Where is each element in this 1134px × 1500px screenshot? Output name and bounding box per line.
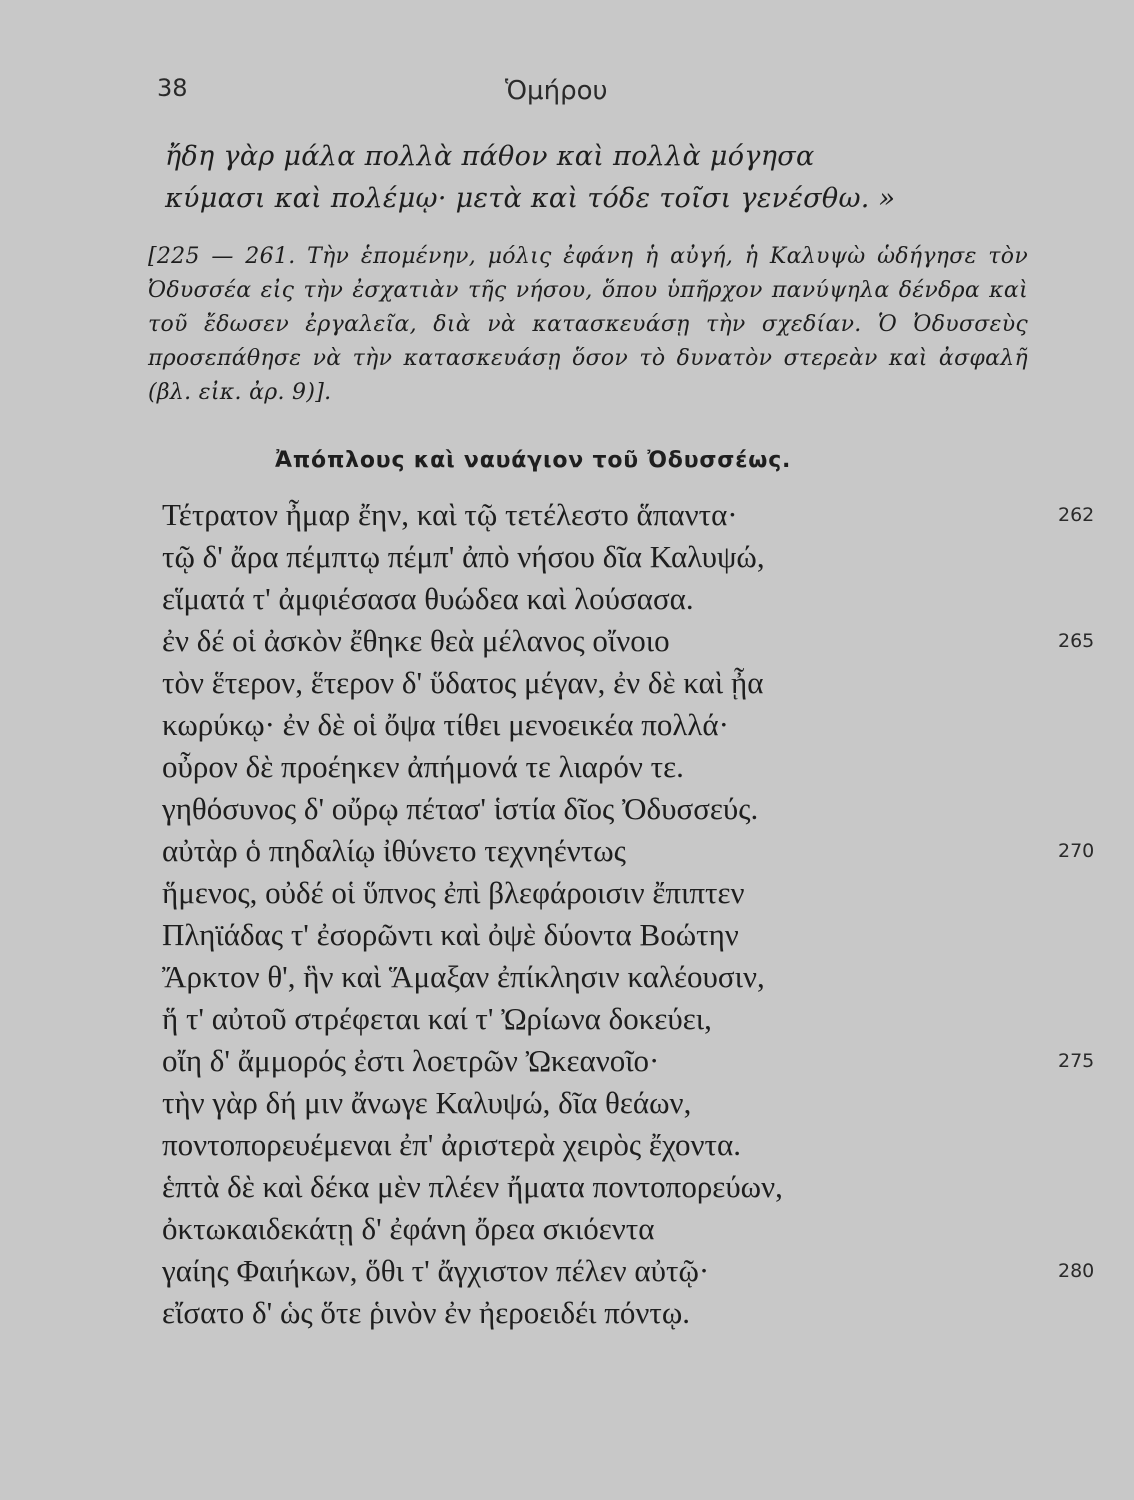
- verse-line: [162, 830, 1112, 872]
- verse-line: [162, 494, 1112, 536]
- summary-paragraph: [225 — 261. Τὴν ἑπομένην, μόλις ἐφάνη ἡ αὐγή, ἡ Καλυψὼ ὡδήγησε τὸν Ὀδυσσέα εἰς τὴν ἐσχατιὰν τῆς νήσου, ὅπου ὑπῆρχον πανύψηλα δένδρα καὶ τοῦ ἔδωσεν ἐργαλεῖα, διὰ νὰ κατασκευάσῃ τὴν σχεδίαν. Ὁ Ὀδυσσεὺς προσεπάθησε νὰ τὴν κατασκευάσῃ ὅσον τὸ δυνατὸν στερεὰν καὶ ἀσφαλῆ (βλ. εἰκ. ἀρ. 9)].: [148, 244, 1028, 405]
- previous-verses: [165, 136, 1065, 220]
- verse-text: Τέτρατον ἦμαρ ἔην, καὶ τῷ τετέλεστο ἅπαντα·: [162, 497, 738, 532]
- verse-text: ἐν δέ οἱ ἀσκὸν ἔθηκε θεὰ μέλανος οἴνοιο: [162, 623, 670, 658]
- running-head: Ὁμήρου: [505, 76, 608, 106]
- verse-text: τὸν ἕτερον, ἕτερον δ' ὕδατος μέγαν, ἐν δὲ καὶ ᾖα: [162, 665, 764, 700]
- line-number: 262: [1058, 504, 1095, 526]
- verse-line: [162, 998, 1112, 1040]
- section-heading: Ἀπόπλους καὶ ναυάγιον τοῦ Ὀδυσσέως.: [275, 448, 792, 473]
- verse-text: εἵματά τ' ἀμφιέσασα θυώδεα καὶ λούσασα.: [162, 581, 694, 616]
- verse-text: τῷ δ' ἄρα πέμπτῳ πέμπ' ἀπὸ νήσου δῖα Καλυψώ,: [162, 539, 765, 574]
- verse-text: γηθόσυνος δ' οὔρῳ πέτασ' ἱστία δῖος Ὀδυσσεύς.: [162, 791, 759, 826]
- verse-text: ἑπτὰ δὲ καὶ δέκα μὲν πλέεν ἤματα ποντοπορεύων,: [162, 1169, 783, 1204]
- verse-line: [162, 956, 1112, 998]
- verse-text: κωρύκῳ· ἐν δὲ οἱ ὄψα τίθει μενοεικέα πολλά·: [162, 707, 729, 742]
- verse-line: [162, 536, 1112, 578]
- line-number: 265: [1058, 630, 1095, 652]
- verse-line: [162, 620, 1112, 662]
- verse-line: κύμασι καὶ πολέμῳ· μετὰ καὶ τόδε τοῖσι γενέσθω. »: [165, 183, 896, 214]
- verse-line: [162, 1082, 1112, 1124]
- verse-line: [162, 578, 1112, 620]
- verse-text: εἴσατο δ' ὡς ὅτε ῥινὸν ἐν ἠεροειδέι πόντῳ.: [162, 1295, 691, 1330]
- verse-line: [162, 746, 1112, 788]
- verse-line: [162, 1124, 1112, 1166]
- verse-line: [162, 1166, 1112, 1208]
- verse-text: γαίης Φαιήκων, ὅθι τ' ἄγχιστον πέλεν αὐτῷ·: [162, 1253, 710, 1288]
- verse-line: [162, 788, 1112, 830]
- verse-text: ποντοπορευέμεναι ἐπ' ἀριστερὰ χειρὸς ἔχοντα.: [162, 1127, 741, 1162]
- line-number: 270: [1058, 840, 1095, 862]
- verse-text: ὀκτωκαιδεκάτῃ δ' ἐφάνη ὄρεα σκιόεντα: [162, 1211, 655, 1246]
- verse-text: οὖρον δὲ προέηκεν ἀπήμονά τε λιαρόν τε.: [162, 749, 684, 784]
- verse-line: [162, 1250, 1112, 1292]
- verse-text: Ἄρκτον θ', ἣν καὶ Ἅμαξαν ἐπίκλησιν καλέουσιν,: [162, 959, 765, 994]
- verse-line: [162, 1292, 1112, 1334]
- verse-text: αὐτὰρ ὁ πηδαλίῳ ἰθύνετο τεχνηέντως: [162, 833, 626, 868]
- line-number: 275: [1058, 1050, 1095, 1072]
- verse-text: ἥ τ' αὐτοῦ στρέφεται καί τ' Ὠρίωνα δοκεύει,: [162, 1001, 712, 1036]
- line-number: 280: [1058, 1260, 1095, 1282]
- verse-text: οἴη δ' ἄμμορός ἐστι λοετρῶν Ὠκεανοῖο·: [162, 1043, 660, 1078]
- verse-line: [162, 914, 1112, 956]
- verse-text: ἥμενος, οὐδέ οἱ ὕπνος ἐπὶ βλεφάροισιν ἔπιπτεν: [162, 875, 745, 910]
- verse-line: [162, 872, 1112, 914]
- verse-line: [162, 704, 1112, 746]
- verse-text: τὴν γὰρ δή μιν ἄνωγε Καλυψώ, δῖα θεάων,: [162, 1085, 692, 1120]
- verse-line: [162, 662, 1112, 704]
- verse-text: Πληϊάδας τ' ἐσορῶντι καὶ ὀψὲ δύοντα Βοώτην: [162, 917, 739, 952]
- verse-line: [162, 1208, 1112, 1250]
- page-number: 38: [157, 74, 188, 102]
- verse-line: [162, 1040, 1112, 1082]
- verse-block: [162, 494, 1112, 1334]
- verse-line: ἤδη γὰρ μάλα πολλὰ πάθον καὶ πολλὰ μόγησα: [165, 141, 815, 172]
